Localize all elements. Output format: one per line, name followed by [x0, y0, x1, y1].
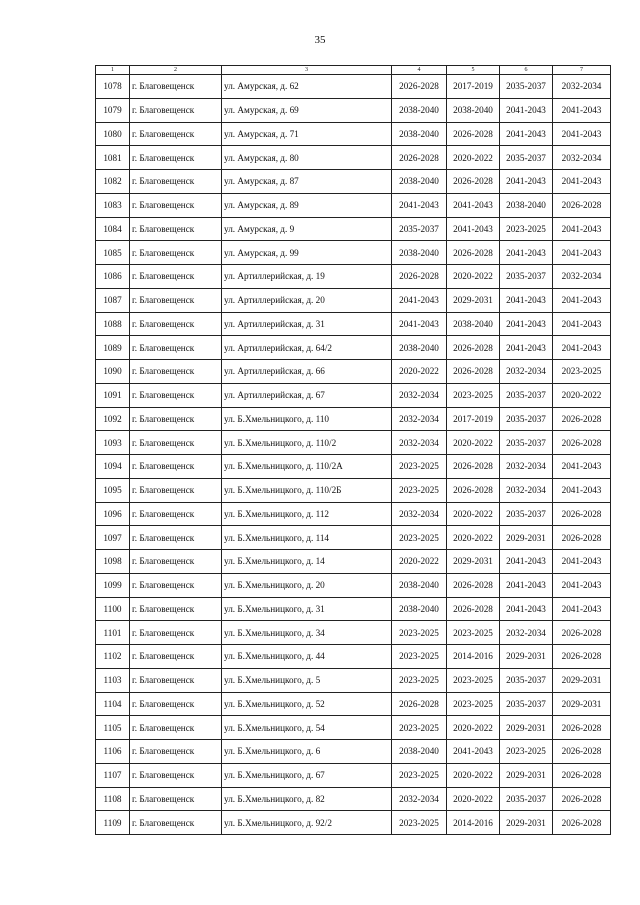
period-cell: 2023-2025 — [392, 763, 447, 787]
city-cell: г. Благовещенск — [130, 478, 222, 502]
table-row — [96, 645, 611, 669]
period-cell: 2041-2043 — [553, 217, 611, 241]
row-number: 1091 — [96, 383, 130, 407]
period-cell: 2029-2031 — [553, 668, 611, 692]
row-number: 1107 — [96, 763, 130, 787]
period-cell: 2026-2028 — [447, 597, 500, 621]
city-cell: г. Благовещенск — [130, 573, 222, 597]
period-cell: 2023-2025 — [392, 478, 447, 502]
city-cell: г. Благовещенск — [130, 336, 222, 360]
row-number: 1082 — [96, 170, 130, 194]
table-row — [96, 455, 611, 479]
table-row — [96, 383, 611, 407]
table-row — [96, 621, 611, 645]
row-number: 1081 — [96, 146, 130, 170]
period-cell: 2041-2043 — [392, 312, 447, 336]
period-cell: 2026-2028 — [553, 621, 611, 645]
period-cell: 2038-2040 — [500, 193, 553, 217]
column-header: 2 — [130, 66, 222, 75]
period-cell: 2041-2043 — [447, 217, 500, 241]
period-cell: 2029-2031 — [500, 811, 553, 835]
period-cell: 2026-2028 — [447, 122, 500, 146]
city-cell: г. Благовещенск — [130, 360, 222, 384]
period-cell: 2032-2034 — [553, 75, 611, 99]
street-address-cell: ул. Амурская, д. 80 — [222, 146, 392, 170]
row-number: 1085 — [96, 241, 130, 265]
period-cell: 2026-2028 — [447, 573, 500, 597]
city-cell: г. Благовещенск — [130, 170, 222, 194]
period-cell: 2023-2025 — [392, 645, 447, 669]
period-cell: 2020-2022 — [447, 146, 500, 170]
table-row — [96, 265, 611, 289]
period-cell: 2041-2043 — [500, 98, 553, 122]
period-cell: 2032-2034 — [553, 265, 611, 289]
city-cell: г. Благовещенск — [130, 502, 222, 526]
period-cell: 2041-2043 — [553, 573, 611, 597]
period-cell: 2026-2028 — [447, 170, 500, 194]
period-cell: 2023-2025 — [500, 740, 553, 764]
street-address-cell: ул. Б.Хмельницкого, д. 112 — [222, 502, 392, 526]
period-cell: 2035-2037 — [500, 692, 553, 716]
period-cell: 2014-2016 — [447, 645, 500, 669]
city-cell: г. Благовещенск — [130, 217, 222, 241]
period-cell: 2032-2034 — [553, 146, 611, 170]
row-number: 1083 — [96, 193, 130, 217]
city-cell: г. Благовещенск — [130, 383, 222, 407]
document-table — [95, 65, 611, 835]
period-cell: 2041-2043 — [500, 597, 553, 621]
period-cell: 2023-2025 — [447, 383, 500, 407]
period-cell: 2041-2043 — [500, 550, 553, 574]
period-cell: 2041-2043 — [500, 312, 553, 336]
city-cell: г. Благовещенск — [130, 526, 222, 550]
column-header: 6 — [500, 66, 553, 75]
street-address-cell: ул. Б.Хмельницкого, д. 114 — [222, 526, 392, 550]
row-number: 1098 — [96, 550, 130, 574]
street-address-cell: ул. Б.Хмельницкого, д. 110/2А — [222, 455, 392, 479]
period-cell: 2023-2025 — [392, 716, 447, 740]
period-cell: 2032-2034 — [500, 360, 553, 384]
period-cell: 2026-2028 — [447, 455, 500, 479]
period-cell: 2041-2043 — [553, 98, 611, 122]
period-cell: 2029-2031 — [500, 763, 553, 787]
street-address-cell: ул. Б.Хмельницкого, д. 14 — [222, 550, 392, 574]
period-cell: 2023-2025 — [500, 217, 553, 241]
table-row — [96, 170, 611, 194]
period-cell: 2041-2043 — [447, 740, 500, 764]
row-number: 1101 — [96, 621, 130, 645]
row-number: 1089 — [96, 336, 130, 360]
period-cell: 2026-2028 — [553, 740, 611, 764]
period-cell: 2026-2028 — [553, 407, 611, 431]
table-row — [96, 98, 611, 122]
period-cell: 2035-2037 — [500, 431, 553, 455]
period-cell: 2032-2034 — [392, 407, 447, 431]
table-row — [96, 75, 611, 99]
period-cell: 2041-2043 — [447, 193, 500, 217]
period-cell: 2017-2019 — [447, 407, 500, 431]
street-address-cell: ул. Б.Хмельницкого, д. 54 — [222, 716, 392, 740]
period-cell: 2017-2019 — [447, 75, 500, 99]
row-number: 1095 — [96, 478, 130, 502]
city-cell: г. Благовещенск — [130, 811, 222, 835]
table-row — [96, 241, 611, 265]
period-cell: 2035-2037 — [500, 787, 553, 811]
city-cell: г. Благовещенск — [130, 455, 222, 479]
city-cell: г. Благовещенск — [130, 288, 222, 312]
row-number: 1109 — [96, 811, 130, 835]
period-cell: 2020-2022 — [447, 526, 500, 550]
period-cell: 2035-2037 — [500, 383, 553, 407]
period-cell: 2032-2034 — [392, 383, 447, 407]
city-cell: г. Благовещенск — [130, 668, 222, 692]
street-address-cell: ул. Артиллерийская, д. 20 — [222, 288, 392, 312]
row-number: 1080 — [96, 122, 130, 146]
period-cell: 2026-2028 — [392, 75, 447, 99]
period-cell: 2041-2043 — [392, 193, 447, 217]
period-cell: 2041-2043 — [500, 336, 553, 360]
period-cell: 2026-2028 — [553, 811, 611, 835]
period-cell: 2029-2031 — [500, 526, 553, 550]
row-number: 1092 — [96, 407, 130, 431]
period-cell: 2041-2043 — [553, 550, 611, 574]
period-cell: 2029-2031 — [500, 645, 553, 669]
table-body — [96, 75, 611, 835]
row-number: 1100 — [96, 597, 130, 621]
street-address-cell: ул. Б.Хмельницкого, д. 110 — [222, 407, 392, 431]
table-row — [96, 217, 611, 241]
table-row — [96, 146, 611, 170]
page-number: 35 — [314, 34, 326, 46]
table-row — [96, 407, 611, 431]
period-cell: 2032-2034 — [392, 431, 447, 455]
row-number: 1078 — [96, 75, 130, 99]
period-cell: 2035-2037 — [392, 217, 447, 241]
table-row — [96, 122, 611, 146]
period-cell: 2041-2043 — [500, 122, 553, 146]
row-number: 1108 — [96, 787, 130, 811]
table-row — [96, 716, 611, 740]
street-address-cell: ул. Амурская, д. 89 — [222, 193, 392, 217]
period-cell: 2029-2031 — [500, 716, 553, 740]
period-cell: 2038-2040 — [447, 312, 500, 336]
period-cell: 2035-2037 — [500, 668, 553, 692]
city-cell: г. Благовещенск — [130, 193, 222, 217]
city-cell: г. Благовещенск — [130, 265, 222, 289]
table-row — [96, 573, 611, 597]
street-address-cell: ул. Амурская, д. 62 — [222, 75, 392, 99]
city-cell: г. Благовещенск — [130, 597, 222, 621]
period-cell: 2035-2037 — [500, 265, 553, 289]
period-cell: 2032-2034 — [392, 787, 447, 811]
city-cell: г. Благовещенск — [130, 692, 222, 716]
table-row — [96, 502, 611, 526]
column-header: 4 — [392, 66, 447, 75]
period-cell: 2014-2016 — [447, 811, 500, 835]
period-cell: 2041-2043 — [500, 573, 553, 597]
city-cell: г. Благовещенск — [130, 763, 222, 787]
row-number: 1105 — [96, 716, 130, 740]
row-number: 1106 — [96, 740, 130, 764]
period-cell: 2041-2043 — [553, 478, 611, 502]
period-cell: 2041-2043 — [553, 241, 611, 265]
table-row — [96, 692, 611, 716]
street-address-cell: ул. Б.Хмельницкого, д. 92/2 — [222, 811, 392, 835]
row-number: 1099 — [96, 573, 130, 597]
period-cell: 2023-2025 — [447, 668, 500, 692]
table-row — [96, 526, 611, 550]
street-address-cell: ул. Артиллерийская, д. 67 — [222, 383, 392, 407]
period-cell: 2041-2043 — [553, 122, 611, 146]
street-address-cell: ул. Б.Хмельницкого, д. 52 — [222, 692, 392, 716]
street-address-cell: ул. Б.Хмельницкого, д. 110/2Б — [222, 478, 392, 502]
table-row — [96, 193, 611, 217]
period-cell: 2026-2028 — [392, 146, 447, 170]
period-cell: 2038-2040 — [392, 740, 447, 764]
period-cell: 2026-2028 — [553, 763, 611, 787]
city-cell: г. Благовещенск — [130, 550, 222, 574]
period-cell: 2020-2022 — [553, 383, 611, 407]
period-cell: 2023-2025 — [447, 621, 500, 645]
table-header-row — [96, 66, 611, 75]
period-cell: 2026-2028 — [553, 193, 611, 217]
period-cell: 2029-2031 — [447, 550, 500, 574]
city-cell: г. Благовещенск — [130, 787, 222, 811]
period-cell: 2023-2025 — [392, 811, 447, 835]
table-row — [96, 431, 611, 455]
street-address-cell: ул. Амурская, д. 87 — [222, 170, 392, 194]
street-address-cell: ул. Амурская, д. 99 — [222, 241, 392, 265]
period-cell: 2020-2022 — [447, 265, 500, 289]
period-cell: 2026-2028 — [392, 692, 447, 716]
street-address-cell: ул. Б.Хмельницкого, д. 34 — [222, 621, 392, 645]
city-cell: г. Благовещенск — [130, 621, 222, 645]
period-cell: 2020-2022 — [392, 550, 447, 574]
row-number: 1097 — [96, 526, 130, 550]
period-cell: 2032-2034 — [392, 502, 447, 526]
city-cell: г. Благовещенск — [130, 407, 222, 431]
period-cell: 2032-2034 — [500, 621, 553, 645]
street-address-cell: ул. Артиллерийская, д. 66 — [222, 360, 392, 384]
street-address-cell: ул. Б.Хмельницкого, д. 31 — [222, 597, 392, 621]
city-cell: г. Благовещенск — [130, 312, 222, 336]
period-cell: 2026-2028 — [553, 645, 611, 669]
city-cell: г. Благовещенск — [130, 146, 222, 170]
period-cell: 2026-2028 — [447, 241, 500, 265]
period-cell: 2041-2043 — [553, 170, 611, 194]
row-number: 1093 — [96, 431, 130, 455]
period-cell: 2026-2028 — [553, 431, 611, 455]
period-cell: 2035-2037 — [500, 146, 553, 170]
period-cell: 2041-2043 — [553, 597, 611, 621]
period-cell: 2041-2043 — [553, 455, 611, 479]
street-address-cell: ул. Б.Хмельницкого, д. 110/2 — [222, 431, 392, 455]
city-cell: г. Благовещенск — [130, 98, 222, 122]
period-cell: 2020-2022 — [447, 787, 500, 811]
period-cell: 2026-2028 — [447, 336, 500, 360]
street-address-cell: ул. Амурская, д. 9 — [222, 217, 392, 241]
period-cell: 2023-2025 — [392, 455, 447, 479]
period-cell: 2026-2028 — [553, 716, 611, 740]
period-cell: 2038-2040 — [392, 122, 447, 146]
row-number: 1084 — [96, 217, 130, 241]
period-cell: 2023-2025 — [392, 668, 447, 692]
city-cell: г. Благовещенск — [130, 716, 222, 740]
period-cell: 2041-2043 — [500, 288, 553, 312]
period-cell: 2038-2040 — [392, 597, 447, 621]
table-row — [96, 288, 611, 312]
street-address-cell: ул. Б.Хмельницкого, д. 44 — [222, 645, 392, 669]
period-cell: 2038-2040 — [392, 241, 447, 265]
period-cell: 2035-2037 — [500, 75, 553, 99]
street-address-cell: ул. Амурская, д. 71 — [222, 122, 392, 146]
period-cell: 2038-2040 — [392, 170, 447, 194]
table-row — [96, 478, 611, 502]
period-cell: 2035-2037 — [500, 407, 553, 431]
row-number: 1094 — [96, 455, 130, 479]
period-cell: 2032-2034 — [500, 478, 553, 502]
period-cell: 2035-2037 — [500, 502, 553, 526]
city-cell: г. Благовещенск — [130, 122, 222, 146]
city-cell: г. Благовещенск — [130, 740, 222, 764]
period-cell: 2041-2043 — [500, 170, 553, 194]
table-row — [96, 312, 611, 336]
column-header: 1 — [96, 66, 130, 75]
period-cell: 2041-2043 — [500, 241, 553, 265]
period-cell: 2032-2034 — [500, 455, 553, 479]
period-cell: 2038-2040 — [392, 573, 447, 597]
period-cell: 2029-2031 — [553, 692, 611, 716]
row-number: 1090 — [96, 360, 130, 384]
table-row — [96, 763, 611, 787]
column-header: 3 — [222, 66, 392, 75]
table-row — [96, 360, 611, 384]
city-cell: г. Благовещенск — [130, 241, 222, 265]
city-cell: г. Благовещенск — [130, 431, 222, 455]
row-number: 1079 — [96, 98, 130, 122]
period-cell: 2038-2040 — [392, 336, 447, 360]
row-number: 1086 — [96, 265, 130, 289]
period-cell: 2026-2028 — [392, 265, 447, 289]
period-cell: 2026-2028 — [553, 502, 611, 526]
table-row — [96, 811, 611, 835]
row-number: 1088 — [96, 312, 130, 336]
period-cell: 2023-2025 — [392, 526, 447, 550]
table-row — [96, 787, 611, 811]
period-cell: 2029-2031 — [447, 288, 500, 312]
period-cell: 2026-2028 — [553, 787, 611, 811]
table-row — [96, 336, 611, 360]
period-cell: 2026-2028 — [553, 526, 611, 550]
column-header: 7 — [553, 66, 611, 75]
period-cell: 2041-2043 — [553, 336, 611, 360]
period-cell: 2023-2025 — [447, 692, 500, 716]
period-cell: 2038-2040 — [392, 98, 447, 122]
table-row — [96, 597, 611, 621]
city-cell: г. Благовещенск — [130, 75, 222, 99]
period-cell: 2020-2022 — [392, 360, 447, 384]
street-address-cell: ул. Артиллерийская, д. 19 — [222, 265, 392, 289]
period-cell: 2041-2043 — [553, 288, 611, 312]
street-address-cell: ул. Артиллерийская, д. 31 — [222, 312, 392, 336]
period-cell: 2038-2040 — [447, 98, 500, 122]
street-address-cell: ул. Б.Хмельницкого, д. 67 — [222, 763, 392, 787]
street-address-cell: ул. Б.Хмельницкого, д. 20 — [222, 573, 392, 597]
row-number: 1087 — [96, 288, 130, 312]
period-cell: 2023-2025 — [553, 360, 611, 384]
row-number: 1103 — [96, 668, 130, 692]
period-cell: 2023-2025 — [392, 621, 447, 645]
period-cell: 2041-2043 — [392, 288, 447, 312]
table-row — [96, 550, 611, 574]
period-cell: 2026-2028 — [447, 360, 500, 384]
street-address-cell: ул. Б.Хмельницкого, д. 6 — [222, 740, 392, 764]
street-address-cell: ул. Амурская, д. 69 — [222, 98, 392, 122]
row-number: 1096 — [96, 502, 130, 526]
street-address-cell: ул. Б.Хмельницкого, д. 5 — [222, 668, 392, 692]
period-cell: 2020-2022 — [447, 502, 500, 526]
period-cell: 2020-2022 — [447, 763, 500, 787]
row-number: 1102 — [96, 645, 130, 669]
city-cell: г. Благовещенск — [130, 645, 222, 669]
street-address-cell: ул. Артиллерийская, д. 64/2 — [222, 336, 392, 360]
row-number: 1104 — [96, 692, 130, 716]
table-row — [96, 668, 611, 692]
period-cell: 2020-2022 — [447, 431, 500, 455]
period-cell: 2041-2043 — [553, 312, 611, 336]
table-row — [96, 740, 611, 764]
column-header: 5 — [447, 66, 500, 75]
period-cell: 2026-2028 — [447, 478, 500, 502]
period-cell: 2020-2022 — [447, 716, 500, 740]
street-address-cell: ул. Б.Хмельницкого, д. 82 — [222, 787, 392, 811]
